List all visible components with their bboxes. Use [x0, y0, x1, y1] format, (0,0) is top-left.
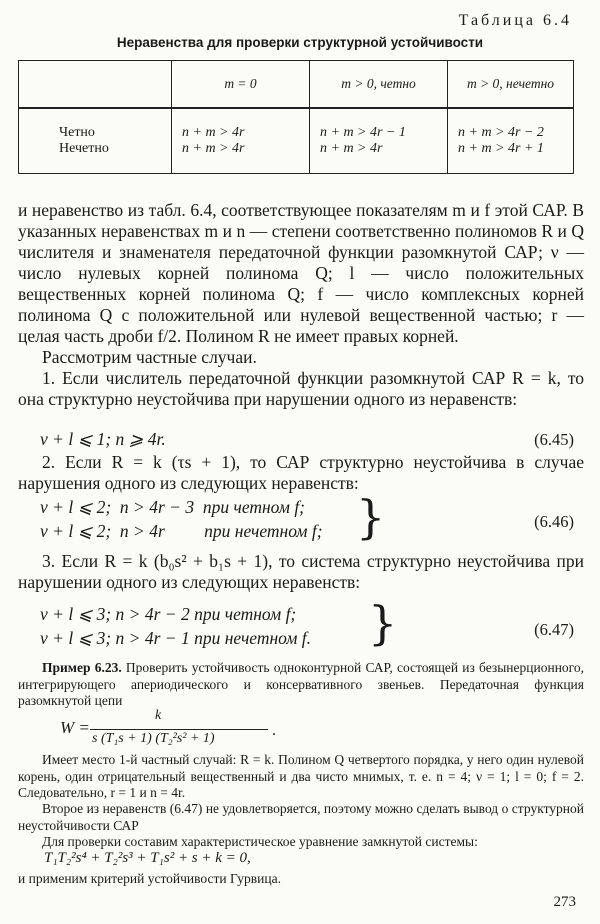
equation-6-47-b: ν + l ⩽ 3; n > 4r − 1 при нечетном f. — [40, 628, 312, 648]
inequality-table — [18, 60, 574, 174]
formula-numerator: k — [155, 708, 162, 723]
example-paragraph-4: и применим критерий устойчивости Гурвица. — [18, 871, 281, 886]
cell-value: n + m > 4r − 2 — [458, 125, 544, 140]
intro-paragraph: и неравенство из табл. 6.4, соответствующее показателям m и f этой САР. В указанных неравенствах m и n — степени соответственно полиномов R и Q числителя и знаменателя передаточной функции разомкнутой САР; ν — число нулевых корней полинома Q; l — число положительных вещественных корней полинома Q; f — число комплексных корней полинома Q с положительной или нулевой вещественной частью; r — целая часть дроби f/2. Полином R не имеет правых корней. — [18, 200, 584, 346]
equation-6-46-a: ν + l ⩽ 2; n > 4r − 3 при четном f; — [40, 497, 306, 517]
table-header-cell: m = 0 — [172, 61, 310, 109]
cell-value: n + m > 4r — [320, 141, 383, 156]
row-label: Четно — [59, 125, 95, 140]
case-1-text: 1. Если числитель передаточной функции разомкнутой САР R = k, то она структурно неустойчива при нарушении одного из неравенств: — [18, 368, 584, 409]
cases-intro: Рассмотрим частные случаи. — [42, 347, 257, 367]
table-cell — [172, 108, 310, 174]
example-title: Пример 6.23. — [42, 660, 122, 675]
table-row — [19, 108, 574, 174]
table-header-row — [19, 61, 574, 109]
example-paragraph-1: Имеет место 1-й частный случай: R = k. Полином Q четвертого порядка, у него один нулевой корень, один отрицательный вещественный и два чисто мнимых, т. е. n = 4; ν = 1; l = 0; f = 2. Следовательно, r = 1 и n = 4r. — [18, 752, 584, 800]
table-cell — [310, 108, 448, 174]
example-paragraph-2: Второе из неравенств (6.47) не удовлетворяется, поэтому можно сделать вывод о структурной неустойчивости САР — [18, 801, 584, 833]
formula-lhs: W = — [60, 718, 90, 737]
formula-denominator: s (T₁s + 1) (T₂²s² + 1) — [92, 731, 215, 746]
example-paragraph-3: Для проверки составим характеристическое уравнение замкнутой системы: — [42, 834, 478, 849]
table-cell — [448, 108, 574, 174]
table-header-cell: m > 0, нечетно — [448, 61, 574, 109]
equation-number: (6.47) — [534, 620, 574, 639]
case-3-text: 3. Если R = k (b₀s² + b₁s + 1), то система структурно неустойчива при нарушении одного из следующих неравенств: — [18, 551, 584, 592]
equation-6-46-b: ν + l ⩽ 2; n > 4r при нечетном f; — [40, 521, 323, 541]
fraction-bar — [90, 729, 268, 730]
characteristic-equation: T₁T₂²s⁴ + T₂²s³ + T₁s² + s + k = 0, — [44, 850, 251, 866]
example-paragraph — [18, 660, 584, 710]
cell-value: n + m > 4r + 1 — [458, 141, 544, 156]
cell-value: n + m > 4r — [182, 125, 245, 140]
cell-value: n + m > 4r — [182, 141, 245, 156]
table-caption: Неравенства для проверки структурной устойчивости — [116, 35, 484, 50]
equation-6-47-a: ν + l ⩽ 3; n > 4r − 2 при четном f; — [40, 604, 297, 624]
row-label: Нечетно — [59, 141, 109, 156]
equation-6-45: ν + l ⩽ 1; n ⩾ 4r. — [40, 429, 166, 449]
right-brace-icon: } — [356, 490, 386, 544]
table-row-labels — [19, 108, 172, 174]
formula-tail: . — [272, 722, 276, 739]
page-number: 273 — [553, 894, 576, 910]
right-brace-icon: } — [368, 596, 398, 650]
equation-number: (6.45) — [534, 430, 574, 449]
cell-value: n + m > 4r − 1 — [320, 125, 406, 140]
case-2-text: 2. Если R = k (τs + 1), то САР структурно неустойчива в случае нарушения одного из следующих неравенств: — [18, 452, 584, 493]
transfer-function-formula — [60, 708, 300, 748]
table-header-cell — [19, 61, 172, 109]
table-header-cell: m > 0, четно — [310, 61, 448, 109]
equation-number: (6.46) — [534, 512, 574, 531]
example-text: Проверить устойчивость одноконтурной САР, состоящей из безынерционного, интегрирующего апериодического и консервативного звеньев. Передаточная функция разомкнутой цепи — [18, 660, 585, 708]
table-label: Таблица 6.4 — [458, 12, 572, 29]
